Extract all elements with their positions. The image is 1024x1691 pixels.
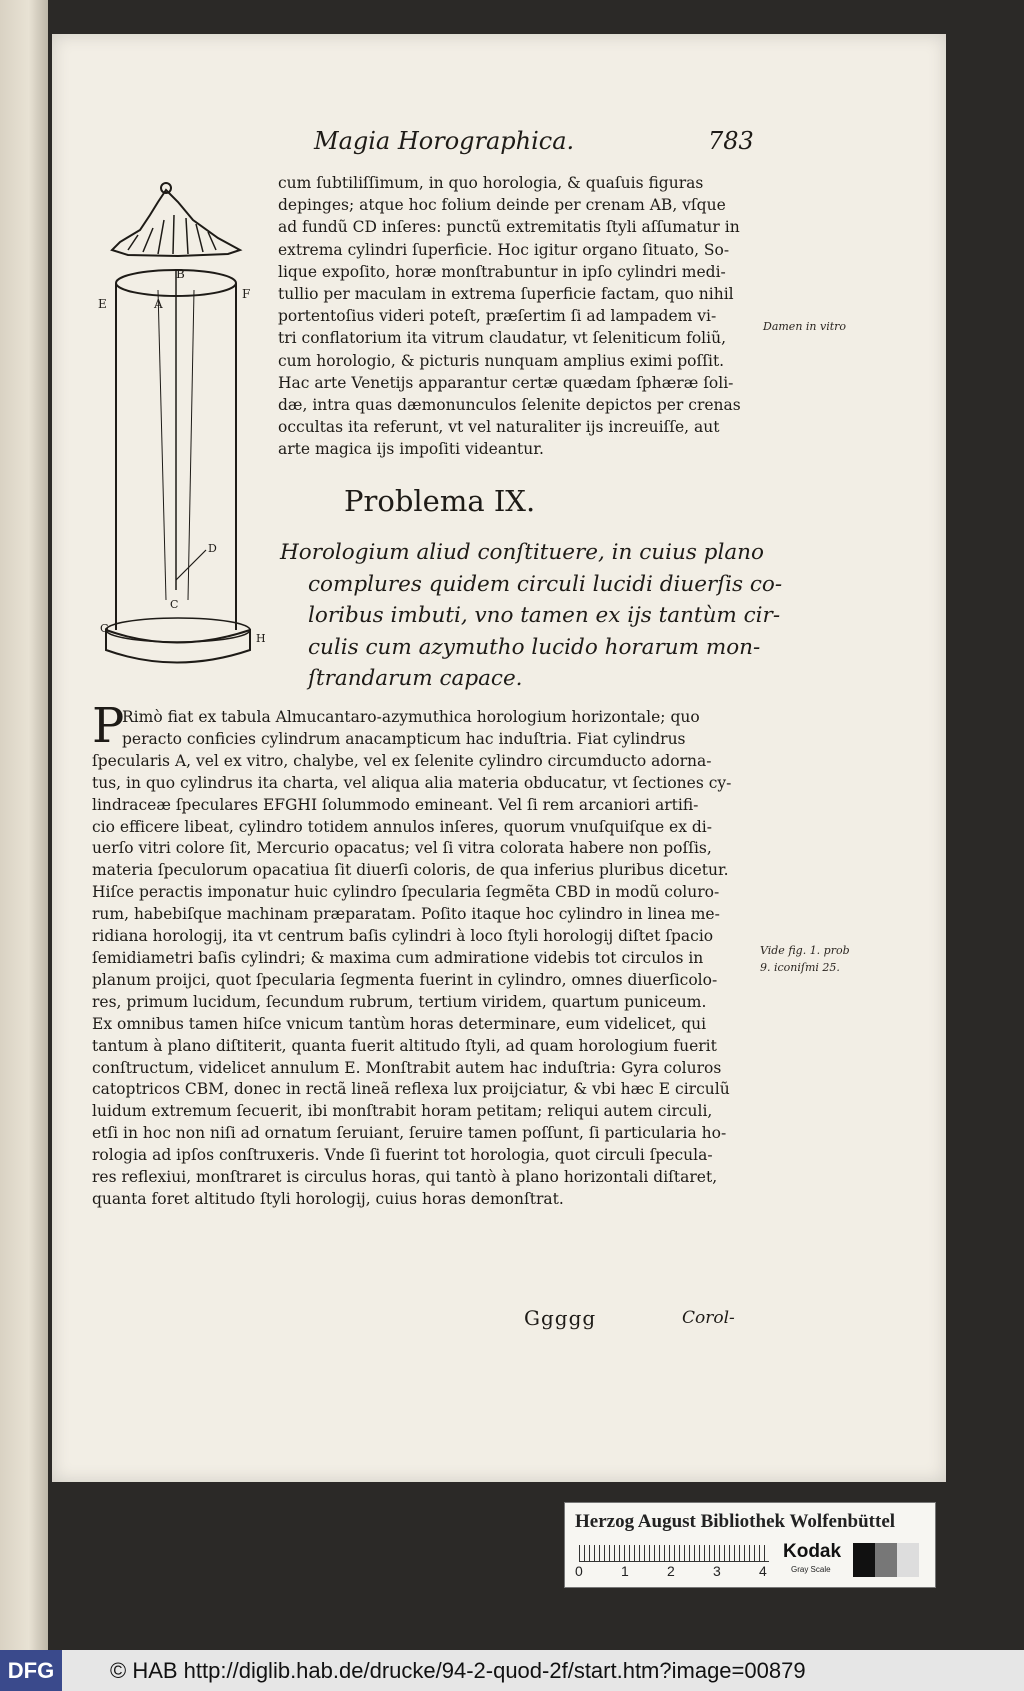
text-line: rologia ad ipſos conſtruxeris. Vnde ſi fuerint tot horologia, quot circuli ſpecula- (92, 1146, 713, 1165)
kodak-logo: Kodak (783, 1541, 842, 1562)
ruler-scale (579, 1545, 769, 1562)
text-line: etſi in hoc non niſi ad ornatum ſeruiant, ſeruire tamen poſſunt, ſi particularia ho- (92, 1124, 727, 1143)
gray-scale-label: Gray Scale (791, 1565, 831, 1574)
gray-swatch-mid (875, 1543, 897, 1577)
fig-label-b: B (176, 267, 185, 281)
text-line: luidum extremum ſecuerit, ibi monſtrabit horam petitam; reliqui autem circuli, (92, 1102, 713, 1121)
previous-page-edge (0, 0, 48, 1650)
margin-note: Damen in vitro (763, 320, 847, 333)
text-line: Hiſce peractis imponatur huic cylindro ſpecularia ſegmẽta CBD in modũ coluro- (92, 883, 720, 902)
text-line: Rimò fiat ex tabula Almucantaro-azymuthica horologium horizontale; quo (122, 708, 700, 726)
problem-title: Problema IX. (344, 484, 536, 518)
margin-reference-line: 9. iconiſmi 25. (760, 961, 840, 974)
fig-label-d: D (208, 542, 217, 555)
text-line: cum horologio, & picturis nunquam amplius eximi poſſit. (278, 351, 725, 370)
color-calibration-bar (564, 1502, 936, 1588)
ruler-number: 3 (713, 1563, 721, 1579)
text-line: lindraceæ ſpeculares EFGHI ſolummodo emineant. Vel ſi rem arcaniori artifi- (92, 795, 699, 814)
text-line: ſpecularis A, vel ex vitro, chalybe, vel ex ſelenite cylindro circumducto adorna- (92, 751, 712, 770)
catchword: Corol- (682, 1308, 735, 1328)
text-line: Ex omnibus tamen hiſce vnicum tantùm horas determinare, eum videlicet, qui (92, 1014, 707, 1033)
problem-statement (280, 537, 783, 695)
text-line: catoptricos CBM, donec in rectã lineã reflexa lux proijciatur, & vbi hæc E circulũ (92, 1080, 730, 1099)
text-line: occultas ita referunt, vt vel naturaliter ijs increuiſſe, aut (278, 418, 720, 437)
text-line: extrema cylindri ſuperficie. Hoc igitur organo ſituato, So- (278, 240, 730, 259)
margin-reference-line: Vide fig. 1. prob (760, 944, 850, 957)
copyright-url[interactable]: © HAB http://diglib.hab.de/drucke/94-2-quod-2f/start.htm?image=00879 (110, 1658, 806, 1683)
text-line: tri conflatorium ita vitrum claudatur, vt ſeleniticum foliũ, (278, 329, 727, 348)
fig-label-a: A (154, 297, 163, 311)
statement-line: complures quidem circuli lucidi diuerſis co- (308, 571, 783, 597)
ruler-number: 1 (621, 1563, 629, 1579)
statement-line: loribus imbuti, vno tamen ex ijs tantùm cir- (308, 603, 781, 628)
library-name: Herzog August Bibliothek Wolfenbüttel (575, 1511, 896, 1532)
text-line: portentoſius videri poteſt, præſertim ſi ad lampadem vi- (278, 307, 717, 326)
body-paragraph (92, 707, 752, 1211)
text-line: cum ſubtiliſſimum, in quo horologia, & quaſuis figuras (278, 174, 704, 192)
cylinder-illustration (98, 180, 288, 680)
text-line: quanta foret altitudo ſtyli horologij, cuius horas demonſtrat. (92, 1189, 564, 1208)
fig-label-g: G (100, 622, 109, 635)
text-line: ſemidiametri baſis cylindri; & maxima cum admiratione videbis tot circulos in (92, 948, 704, 967)
text-line: rum, habebiſque machinam præparatam. Poſito itaque hoc cylindro in linea me- (92, 905, 720, 924)
text-line: arte magica ijs impoſiti videantur. (278, 440, 544, 459)
fig-label-c: C (170, 598, 179, 611)
text-line: materia ſpeculorum opacatiua ſit diuerſi coloris, de qua inferius pluribus dicetur. (92, 861, 729, 880)
text-line: lique expoſito, horæ monſtrabuntur in ipſo cylindri medi- (278, 262, 726, 281)
text-line: depinges; atque hoc folium deinde per crenam AB, vſque (278, 196, 726, 215)
text-line: ad fundũ CD inſeres: punctũ extremitatis ſtyli aſſumatur in (278, 218, 740, 237)
text-line: planum proijci, quot ſpecularia ſegmenta fuerint in cylindro, omnes diuerſicolo- (92, 970, 718, 989)
top-paragraph (278, 172, 756, 461)
fig-label-e: E (98, 297, 107, 311)
text-line: tus, in quo cylindrus ita charta, vel aliqua alia materia obducatur, vt ſectiones cy- (92, 773, 732, 792)
dfg-logo: DFG (0, 1650, 62, 1691)
fig-label-h: H (256, 632, 266, 645)
text-line: uerſo vitri colore ſit, Mercurio opacatus; vel ſi vitra colorata habere non poſſis, (92, 839, 712, 858)
gray-swatch-dark (853, 1543, 875, 1577)
margin-reference (760, 942, 850, 976)
gray-swatch-light (897, 1543, 919, 1577)
fig-label-f: F (242, 287, 251, 301)
footer-bar (0, 1650, 1024, 1691)
page-number: 783 (708, 127, 754, 155)
text-line: conſtructum, videlicet annulum E. Monſtrabit autem hac induſtria: Gyra coluros (92, 1058, 722, 1077)
text-line: tantum à plano diſtiterit, quanta fuerit altitudo ſtyli, ad quam horologium fuerit (92, 1036, 717, 1055)
text-line: peracto conficies cylindrum anacampticum hac induſtria. Fiat cylindrus (122, 729, 686, 748)
text-line: res reflexiui, monſtraret is circulus horas, qui tantò à plano horizontali diſtaret, (92, 1168, 718, 1187)
text-line: tullio per maculam in extrema ſuperficie factam, quo nihil (278, 285, 734, 304)
ruler-number: 4 (759, 1563, 767, 1579)
text-line: cio efficere libeat, cylindro totidem annulos inſeres, quorum vnuſquiſque ex di- (92, 817, 712, 836)
statement-line: Horologium aliud conſtituere, in cuius plano (280, 540, 764, 565)
ruler-number: 2 (667, 1563, 675, 1579)
text-line: res, primum lucidum, ſecundum rubrum, tertium viridem, quartum puniceum. (92, 992, 707, 1011)
ruler-number: 0 (575, 1563, 583, 1579)
text-line: Hac arte Venetijs apparantur certæ quædam ſphæræ ſoli- (278, 373, 734, 392)
text-line: ridiana horologij, ita vt centrum baſis cylindri à loco ſtyli horologij diſtet ſpacio (92, 927, 714, 946)
drop-capital: P (92, 698, 125, 754)
statement-line: culis cum azymutho lucido horarum mon- (308, 634, 761, 660)
signature-mark: Ggggg (524, 1306, 597, 1330)
statement-line: ſtrandarum capace. (308, 666, 523, 691)
running-head: Magia Horographica. (314, 127, 575, 155)
text-line: dæ, intra quas dæmonunculos ſelenite depictos per crenas (278, 396, 741, 415)
